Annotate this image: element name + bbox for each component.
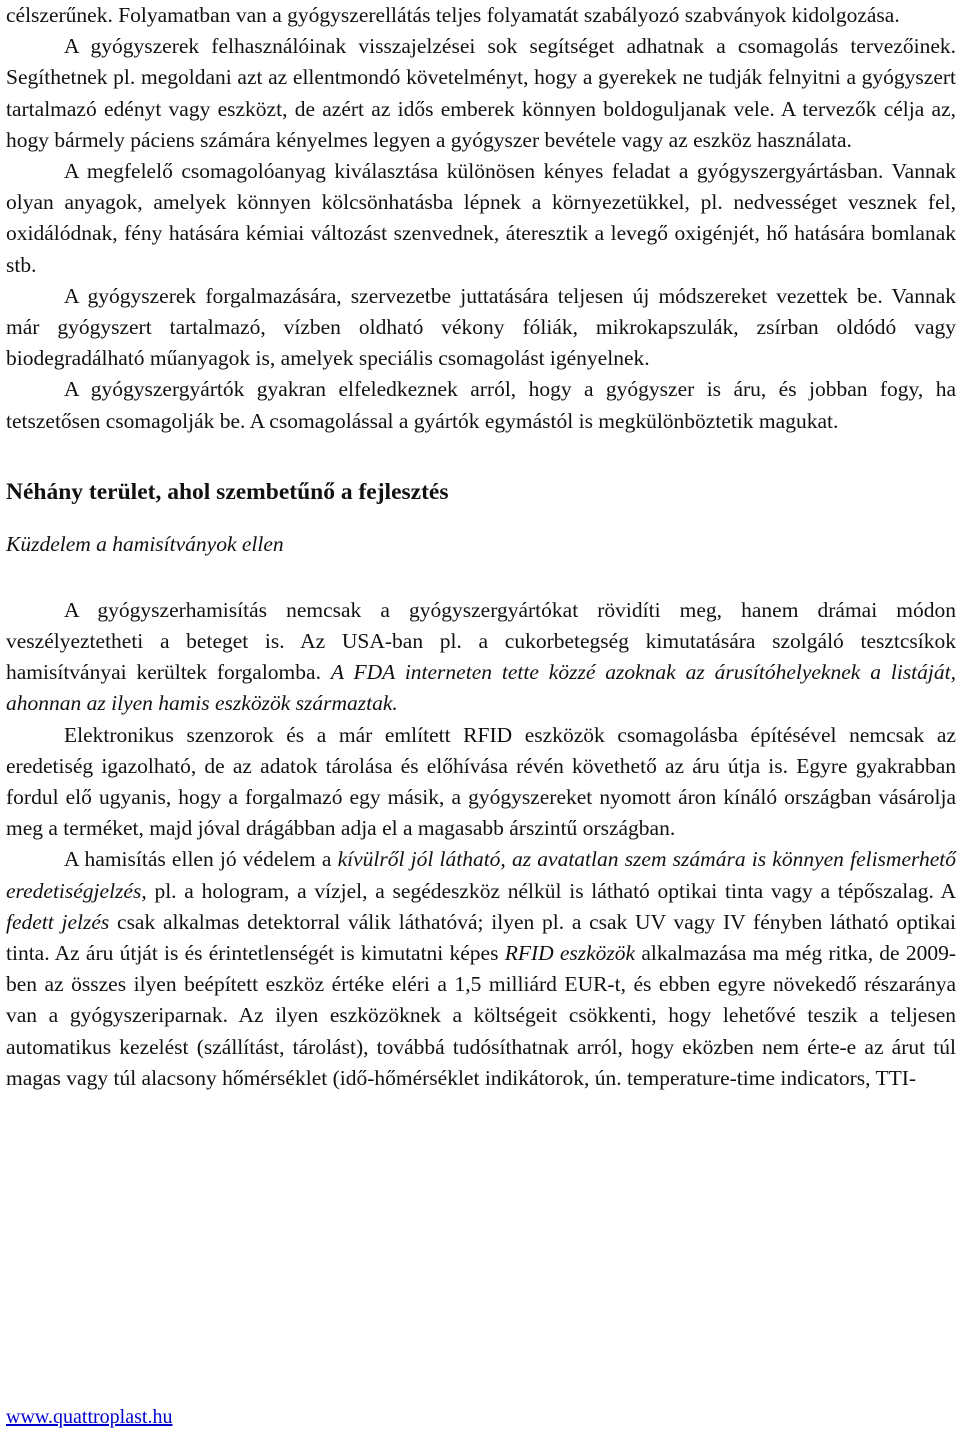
section-heading: Néhány terület, ahol szembetűnő a fejlesztés (6, 478, 449, 505)
paragraph: célszerűnek. Folyamatban van a gyógyszerellátás teljes folyamatát szabályozó szabványok kidolgozása. (6, 3, 900, 27)
paragraph-text: A hamisítás ellen jó védelem a (64, 847, 338, 872)
paragraph-text: alkalmazása ma még ritka, de 2009-ben az összes ilyen beépített eszköz értéke eléri a 1,5 milliárd EUR-t, és ebben egyre növekedő részaránya van a gyógyszeriparnak. Az ilyen eszközöknek a költségeit csökkenti, hogy lehetővé teszik a teljesen automatikus kezelést (szállítást, tárolást), továbbá tudósíthatnak arról, hogy eközben nem érte-e az árut túl magas vagy túl alacsony hőmérséklet (idő-hőmérséklet indikátorok, ún. temperature-time indicators, TTI- (6, 941, 956, 1090)
paragraph-text: csak alkalmas detektorral válik láthatóvá; ilyen pl. a csak UV vagy IV fényben látható optikai tinta. Az áru útját is és érintetlenségét is kimutatni képes (6, 909, 956, 966)
footer-website-link[interactable]: www.quattroplast.hu (6, 1406, 173, 1428)
paragraph: A gyógyszergyártók gyakran elfeledkeznek arról, hogy a gyógyszer is áru, és jobban fogy, ha tetszetősen csomagolják be. A csomagolással a gyártók egymástól is megkülönböztetik magukat. (6, 377, 956, 433)
paragraph: A gyógyszerek felhasználóinak visszajelzései sok segítséget adhatnak a csomagolás tervezőinek. Segíthetnek pl. megoldani azt az ellentmondó követelményt, hogy a gyerekek ne tudják felnyitni a gyógyszert tartalmazó edényt vagy eszközt, de azért az idős emberek könnyen boldoguljanak vele. A tervezők célja az, hogy bármely páciens számára kényelmes legyen a gyógyszer bevétele vagy az eszköz használata. (6, 34, 956, 152)
section-subheading: Küzdelem a hamisítványok ellen (6, 531, 284, 556)
italic-text: A FDA interneten tette közzé azoknak az árusítóhelyeknek a listáját, ahonnan az ilyen hamis eszközök származtak. (6, 660, 956, 716)
paragraph-text: A gyógyszerhamisítás nemcsak a gyógyszergyártókat rövidíti meg, hanem drámai módon veszélyeztetheti a beteget is. Az USA-ban pl. a cukorbetegség kimutatására szolgáló tesztcsíkok hamisítványai kerültek forgalomba. (6, 597, 956, 685)
paragraph-text: , pl. a hologram, a vízjel, a segédeszköz nélkül is látható optikai tinta vagy a tépőszalag. A (141, 878, 956, 903)
paragraph (6, 844, 956, 1094)
document-page (6, 0, 956, 1094)
paragraph: A megfelelő csomagolóanyag kiválasztása különösen kényes feladat a gyógyszergyártásban. Vannak olyan anyagok, amelyek könnyen kölcsönhatásba lépnek a környezetükkel, pl. nedvességet vesznek fel, oxidálódnak, fény hatására kémiai változást szenvednek, áteresztik a levegő oxigénjét, hő hatására bomlanak stb. (6, 159, 956, 277)
italic-text: kívülről jól látható, az avatatlan szem számára is könnyen felismerhető eredetiségjelzés (6, 847, 956, 903)
paragraph: A gyógyszerek forgalmazására, szervezetbe juttatására teljesen új módszereket vezettek be. Vannak már gyógyszert tartalmazó, vízben oldható vékony fóliák, mikrokapszulák, zsírban oldódó vagy biodegradálható műanyagok is, amelyek speciális csomagolást igényelnek. (6, 283, 956, 371)
paragraph: Elektronikus szenzorok és a már említett RFID eszközök csomagolásba építésével nemcsak az eredetiség igazolható, de az adatok tárolása és előhívása révén követhető az áru útja is. Egyre gyakrabban fordul elő ugyanis, hogy a forgalmazó egy másik, a gyógyszereket nyomott áron kínáló országban vásárolja meg a terméket, majd jóval drágábban adja el a magasabb árszintű országban. (6, 722, 956, 841)
italic-text: RFID eszközök (504, 941, 636, 966)
paragraph (6, 595, 956, 720)
italic-text: fedett jelzés (6, 909, 110, 934)
